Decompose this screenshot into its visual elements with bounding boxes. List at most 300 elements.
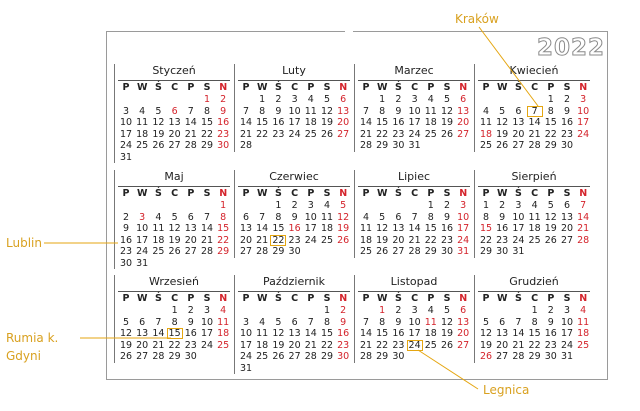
- day-cell: 25: [320, 234, 334, 246]
- day-cell: 11: [136, 117, 149, 128]
- day-cell: 28: [512, 351, 525, 362]
- day-cell: 17: [239, 339, 253, 351]
- day-cell: 22: [528, 339, 541, 351]
- day-cell: 7: [242, 105, 250, 117]
- day-cell: 21: [304, 339, 317, 351]
- day-cell: 15: [479, 223, 493, 234]
- day-cell: 2: [443, 200, 451, 211]
- day-cell: 19: [440, 328, 454, 339]
- day-cell: 12: [544, 211, 557, 223]
- weekday-header: W: [136, 293, 148, 304]
- day-cell: 2: [291, 200, 298, 211]
- day-cell: 18: [359, 234, 373, 246]
- weekday-header: P: [187, 293, 195, 304]
- day-cell: 17: [577, 117, 590, 128]
- day-cell: 22: [168, 339, 181, 351]
- day-cell: 7: [187, 105, 194, 117]
- day-cell: 30: [392, 351, 405, 362]
- day-cell: 9: [563, 105, 571, 117]
- day-cell: 14: [200, 223, 214, 234]
- day-cell: 30: [217, 140, 230, 151]
- day-cell: 18: [320, 223, 334, 234]
- day-cell: 7: [362, 316, 370, 328]
- day-cell: 1: [427, 200, 434, 211]
- day-cell: 10: [577, 105, 590, 117]
- day-cell: 28: [577, 234, 590, 246]
- day-cell: 16: [119, 234, 133, 246]
- day-cell: 1: [379, 305, 386, 316]
- day-cell: 20: [560, 223, 574, 234]
- weekday-header: P: [362, 188, 370, 199]
- weekday-header: Ś: [274, 188, 282, 199]
- day-cell: 19: [152, 128, 165, 140]
- day-cell: 10: [119, 117, 133, 128]
- day-cell: 15: [544, 117, 557, 128]
- day-cell: 18: [304, 117, 317, 128]
- weekday-header: N: [459, 82, 468, 93]
- day-cell: 18: [528, 223, 541, 234]
- day-cell: 24: [408, 128, 421, 140]
- day-cell: 11: [528, 211, 541, 223]
- day-cell: 22: [424, 234, 437, 246]
- day-cell: 10: [408, 105, 421, 117]
- day-cell: 12: [440, 105, 454, 117]
- day-cell: 28: [359, 351, 373, 362]
- day-cell: 5: [155, 105, 162, 117]
- day-cell: 22: [376, 339, 389, 351]
- day-cell: 13: [168, 117, 181, 128]
- day-cell: 17: [560, 328, 574, 339]
- day-cell: 5: [443, 305, 451, 316]
- day-cell: 13: [184, 223, 197, 234]
- weekday-header: W: [496, 293, 508, 304]
- weekday-header: N: [579, 293, 588, 304]
- day-cell: 5: [443, 94, 451, 105]
- day-cell: 27: [337, 128, 350, 140]
- day-cell: 17: [200, 328, 214, 339]
- day-cell: 31: [457, 246, 470, 257]
- day-cell: 2: [340, 305, 347, 316]
- weekday-header: N: [459, 188, 468, 199]
- day-cell: 7: [307, 316, 314, 328]
- day-cell: 20: [392, 234, 405, 246]
- day-cell: 12: [320, 105, 334, 117]
- day-cell: 31: [136, 257, 149, 269]
- day-cell: 12: [496, 117, 509, 128]
- day-cell: 29: [168, 351, 181, 362]
- day-cell: 10: [200, 316, 214, 328]
- day-cell: 13: [136, 328, 149, 339]
- day-cell: 27: [457, 339, 470, 351]
- highlighted-day: 15: [168, 328, 181, 339]
- day-cell: 29: [272, 246, 285, 257]
- day-cell: 2: [122, 211, 130, 223]
- day-cell: 1: [220, 200, 227, 211]
- weekday-header: W: [496, 82, 508, 93]
- weekday-header: Ś: [514, 188, 522, 199]
- day-cell: 4: [259, 316, 266, 328]
- day-cell: 21: [528, 128, 541, 140]
- day-cell: 6: [460, 305, 467, 316]
- day-cell: 28: [359, 140, 373, 151]
- day-cell: 27: [392, 246, 405, 257]
- weekday-header: C: [411, 82, 419, 93]
- day-cell: 23: [544, 339, 557, 351]
- day-cell: 12: [440, 316, 454, 328]
- day-cell: 8: [171, 316, 178, 328]
- day-cell: 26: [376, 246, 389, 257]
- day-cell: 26: [272, 351, 285, 362]
- day-cell: 1: [323, 305, 331, 316]
- day-cell: 29: [528, 351, 541, 362]
- day-cell: 12: [119, 328, 133, 339]
- day-cell: 28: [304, 351, 317, 362]
- day-cell: 21: [184, 128, 197, 140]
- day-cell: 14: [359, 117, 373, 128]
- day-cell: 12: [152, 117, 165, 128]
- day-cell: 25: [256, 351, 269, 362]
- weekday-header: N: [219, 82, 228, 93]
- day-cell: 10: [239, 328, 253, 339]
- day-cell: 31: [408, 140, 421, 151]
- day-cell: 18: [424, 117, 437, 128]
- day-cell: 6: [340, 94, 347, 105]
- weekday-header: W: [376, 293, 388, 304]
- day-cell: 3: [580, 94, 587, 105]
- weekday-header: P: [242, 82, 250, 93]
- day-cell: 5: [275, 316, 282, 328]
- day-cell: 14: [408, 223, 421, 234]
- day-cell: 16: [392, 117, 405, 128]
- day-cell: 27: [136, 351, 149, 362]
- day-cell: 3: [411, 94, 418, 105]
- calendar-year: 2022: [537, 35, 606, 61]
- weekday-header: W: [136, 188, 148, 199]
- day-cell: 26: [440, 128, 454, 140]
- day-cell: 26: [440, 339, 454, 351]
- day-cell: 30: [119, 257, 133, 269]
- day-cell: 23: [440, 234, 454, 246]
- day-cell: 25: [217, 339, 230, 351]
- weekday-header: Ś: [274, 82, 282, 93]
- day-cell: 13: [560, 211, 574, 223]
- day-cell: 21: [200, 234, 214, 246]
- day-cell: 27: [457, 128, 470, 140]
- day-cell: 30: [184, 351, 197, 362]
- day-cell: 11: [479, 117, 493, 128]
- day-cell: 8: [220, 211, 227, 223]
- weekday-header: C: [171, 188, 179, 199]
- day-cell: 24: [239, 351, 253, 362]
- day-cell: 12: [168, 223, 181, 234]
- day-cell: 13: [457, 316, 470, 328]
- day-cell: 27: [184, 246, 197, 257]
- day-cell: 19: [544, 223, 557, 234]
- highlighted-day: 7: [527, 106, 543, 117]
- day-cell: 9: [220, 105, 227, 117]
- weekday-header: W: [496, 188, 508, 199]
- day-cell: 1: [379, 94, 386, 105]
- day-cell: 17: [288, 117, 301, 128]
- day-cell: 25: [424, 128, 437, 140]
- day-cell: 14: [239, 117, 253, 128]
- weekday-header: P: [242, 293, 250, 304]
- day-cell: 2: [395, 305, 402, 316]
- day-cell: 4: [139, 105, 146, 117]
- weekday-header: S: [323, 293, 331, 304]
- day-cell: 22: [200, 128, 214, 140]
- day-cell: 27: [239, 246, 253, 257]
- day-cell: 18: [152, 234, 165, 246]
- day-cell: 30: [337, 351, 350, 362]
- day-cell: 29: [424, 246, 437, 257]
- day-cell: 4: [220, 305, 227, 316]
- weekday-header: N: [219, 188, 228, 199]
- weekday-header: C: [411, 188, 419, 199]
- weekday-header: P: [362, 293, 370, 304]
- day-cell: 21: [408, 234, 421, 246]
- day-cell: 7: [515, 316, 522, 328]
- day-cell: 18: [479, 128, 493, 140]
- weekday-header: C: [291, 293, 299, 304]
- day-cell: 27: [512, 140, 525, 151]
- day-cell: 17: [408, 328, 421, 339]
- day-cell: 19: [496, 128, 509, 140]
- day-cell: 7: [580, 200, 587, 211]
- day-cell: 16: [337, 328, 350, 339]
- day-cell: 1: [259, 94, 266, 105]
- weekday-header: N: [339, 293, 348, 304]
- day-cell: 13: [392, 223, 405, 234]
- day-cell: 14: [512, 328, 525, 339]
- day-cell: 22: [544, 128, 557, 140]
- day-cell: 9: [291, 211, 298, 223]
- weekday-header: S: [203, 293, 211, 304]
- day-cell: 1: [171, 305, 178, 316]
- month-name: Listopad: [390, 275, 438, 288]
- weekday-header: P: [122, 293, 130, 304]
- day-cell: 21: [577, 223, 590, 234]
- label-gdyni: Gdyni: [6, 349, 41, 363]
- day-cell: 13: [496, 328, 509, 339]
- day-cell: 13: [457, 105, 470, 117]
- day-cell: 14: [304, 328, 317, 339]
- day-cell: 21: [359, 339, 373, 351]
- weekday-header: C: [411, 293, 419, 304]
- day-cell: 30: [288, 246, 301, 257]
- weekday-header: C: [291, 82, 299, 93]
- day-cell: 11: [359, 223, 373, 234]
- weekday-header: P: [482, 293, 490, 304]
- weekday-header: Ś: [154, 188, 162, 199]
- weekday-header: P: [482, 82, 490, 93]
- day-cell: 20: [136, 339, 149, 351]
- day-cell: 6: [460, 94, 467, 105]
- day-cell: 1: [547, 94, 554, 105]
- label-lublin: Lublin: [6, 236, 42, 250]
- weekday-header: S: [323, 82, 331, 93]
- day-cell: 14: [152, 328, 165, 339]
- weekday-header: C: [171, 82, 179, 93]
- day-cell: 25: [136, 140, 149, 151]
- day-cell: 22: [376, 128, 389, 140]
- day-cell: 18: [424, 328, 437, 339]
- day-cell: 15: [376, 328, 389, 339]
- day-cell: 4: [307, 94, 314, 105]
- weekday-header: S: [563, 188, 571, 199]
- day-cell: 26: [119, 351, 133, 362]
- day-cell: 20: [512, 128, 525, 140]
- day-cell: 9: [187, 316, 194, 328]
- day-cell: 18: [577, 328, 590, 339]
- weekday-header: S: [563, 293, 571, 304]
- weekday-header: S: [203, 82, 211, 93]
- day-cell: 14: [256, 223, 269, 234]
- day-cell: 7: [411, 211, 418, 223]
- day-cell: 11: [424, 316, 437, 328]
- weekday-header: N: [339, 82, 348, 93]
- day-cell: 19: [272, 339, 285, 351]
- day-cell: 15: [376, 117, 389, 128]
- day-cell: 16: [272, 117, 285, 128]
- day-cell: 19: [440, 117, 454, 128]
- weekday-header: N: [579, 82, 588, 93]
- day-cell: 18: [136, 128, 149, 140]
- day-cell: 20: [184, 234, 197, 246]
- day-cell: 30: [496, 246, 509, 257]
- day-cell: 29: [200, 140, 214, 151]
- day-cell: 25: [304, 128, 317, 140]
- day-cell: 4: [427, 305, 434, 316]
- weekday-header: P: [187, 82, 195, 93]
- day-cell: 26: [168, 246, 181, 257]
- day-cell: 17: [136, 234, 149, 246]
- day-cell: 17: [119, 128, 133, 140]
- day-cell: 26: [320, 128, 334, 140]
- month-name: Styczeń: [152, 64, 196, 77]
- label-legnica: Legnica: [483, 383, 530, 397]
- label-rumia: Rumia k.: [6, 331, 59, 345]
- day-cell: 12: [376, 223, 389, 234]
- day-cell: 9: [547, 316, 554, 328]
- day-cell: 16: [392, 328, 405, 339]
- day-cell: 10: [288, 105, 301, 117]
- day-cell: 26: [496, 140, 509, 151]
- weekday-header: Ś: [154, 82, 162, 93]
- day-cell: 24: [577, 128, 590, 140]
- day-cell: 18: [217, 328, 230, 339]
- highlighted-day: 24: [408, 339, 421, 351]
- day-cell: 11: [320, 211, 334, 223]
- day-cell: 10: [560, 316, 574, 328]
- month-name: Październik: [263, 275, 325, 288]
- day-cell: 27: [288, 351, 301, 362]
- day-cell: 17: [457, 223, 470, 234]
- day-cell: 16: [184, 328, 197, 339]
- day-cell: 2: [499, 200, 506, 211]
- day-cell: 25: [424, 339, 437, 351]
- day-cell: 1: [482, 200, 490, 211]
- day-cell: 29: [376, 351, 389, 362]
- day-cell: 18: [256, 339, 269, 351]
- day-cell: 25: [359, 246, 373, 257]
- day-cell: 8: [323, 316, 331, 328]
- day-cell: 28: [152, 351, 165, 362]
- label-krakow: Kraków: [455, 12, 499, 26]
- weekday-header: Ś: [274, 293, 282, 304]
- day-cell: 29: [217, 246, 230, 257]
- day-cell: 3: [203, 305, 211, 316]
- weekday-header: S: [563, 82, 571, 93]
- day-cell: 3: [563, 305, 571, 316]
- day-cell: 26: [337, 234, 350, 246]
- month-name: Lipiec: [397, 170, 431, 183]
- day-cell: 4: [427, 94, 434, 105]
- day-cell: 20: [496, 339, 509, 351]
- day-cell: 2: [220, 94, 227, 105]
- weekday-header: C: [291, 188, 299, 199]
- day-cell: 4: [580, 305, 587, 316]
- day-cell: 5: [482, 316, 490, 328]
- day-cell: 31: [239, 362, 253, 374]
- day-cell: 9: [499, 211, 506, 223]
- day-cell: 29: [544, 140, 557, 151]
- weekday-header: C: [531, 82, 539, 93]
- weekday-header: Ś: [154, 293, 162, 304]
- day-cell: 15: [272, 223, 285, 234]
- day-cell: 25: [479, 140, 493, 151]
- month-name: Maj: [164, 170, 184, 183]
- weekday-header: P: [362, 82, 370, 93]
- day-cell: 1: [203, 94, 211, 105]
- day-cell: 31: [560, 351, 574, 362]
- day-cell: 8: [427, 211, 434, 223]
- day-cell: 27: [560, 234, 574, 246]
- weekday-header: Ś: [514, 293, 522, 304]
- day-cell: 23: [184, 339, 197, 351]
- day-cell: 24: [200, 339, 214, 351]
- day-cell: 23: [496, 234, 509, 246]
- day-cell: 20: [457, 328, 470, 339]
- day-cell: 9: [395, 105, 402, 117]
- highlighted-day: 22: [272, 234, 285, 246]
- month-name: Kwiecień: [509, 64, 559, 77]
- weekday-header: Ś: [514, 82, 522, 93]
- day-cell: 1: [275, 200, 282, 211]
- day-cell: 10: [136, 223, 149, 234]
- day-cell: 17: [304, 223, 317, 234]
- weekday-header: Ś: [394, 293, 402, 304]
- day-cell: 10: [304, 211, 317, 223]
- day-cell: 14: [184, 117, 197, 128]
- day-cell: 6: [139, 316, 146, 328]
- day-cell: 5: [379, 211, 386, 223]
- day-cell: 22: [217, 234, 230, 246]
- day-cell: 6: [563, 200, 571, 211]
- day-cell: 23: [288, 234, 301, 246]
- day-cell: 23: [272, 128, 285, 140]
- weekday-header: W: [136, 82, 148, 93]
- day-cell: 19: [337, 223, 350, 234]
- day-cell: 28: [528, 140, 541, 151]
- day-cell: 23: [119, 246, 133, 257]
- weekday-header: P: [427, 82, 435, 93]
- day-cell: 26: [152, 140, 165, 151]
- weekday-header: N: [579, 188, 588, 199]
- day-cell: 20: [239, 234, 253, 246]
- day-cell: 23: [560, 128, 574, 140]
- day-cell: 19: [119, 339, 133, 351]
